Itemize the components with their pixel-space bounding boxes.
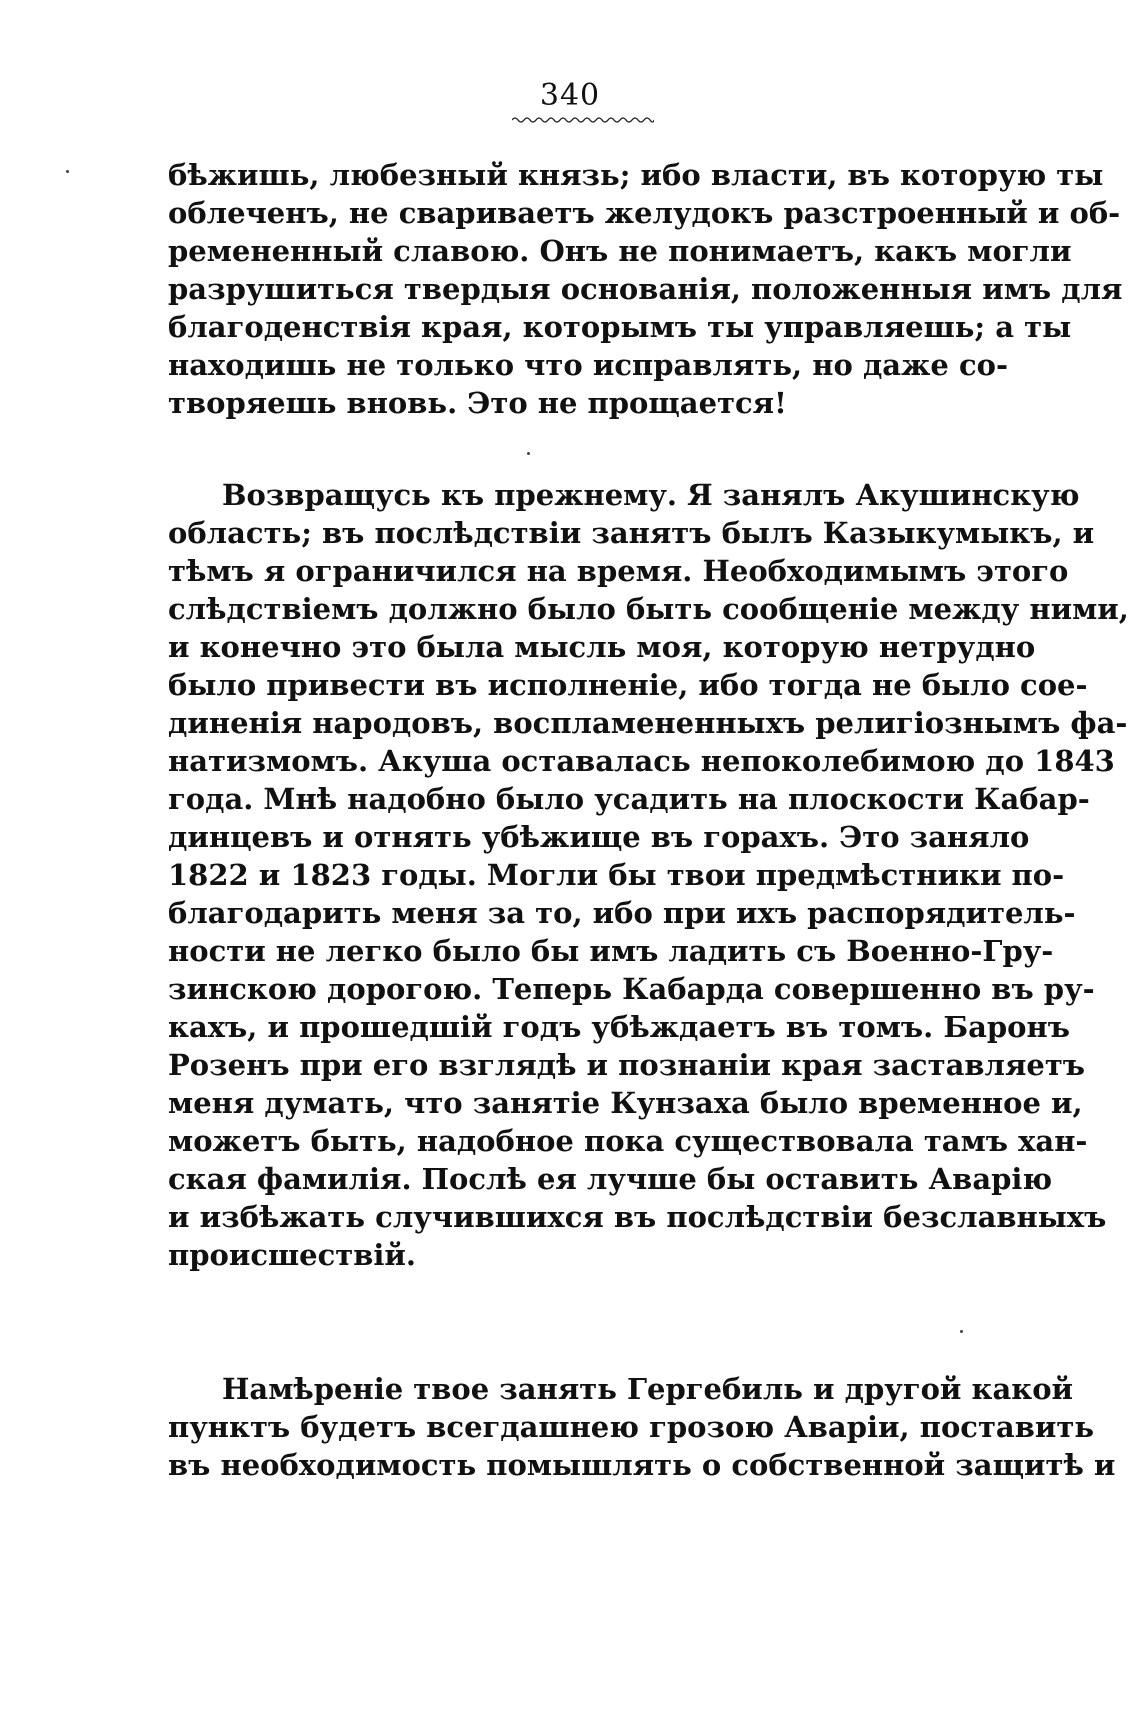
text-line: Намѣреніе твое занять Гергебиль и другой какой [222,1372,1074,1406]
text-line: и конечно это была мысль моя, которую нетрудно [168,630,1036,664]
text-line: Возвращусь къ прежнему. Я занялъ Акушинскую [222,478,1080,512]
text-line: благодарить меня за то, ибо при ихъ распорядитель- [168,896,1076,930]
text-line: динцевъ и отнять убѣжище въ горахъ. Это заняло [168,820,1030,854]
text-line: кахъ, и прошедшій годъ убѣждаетъ въ томъ. Баронъ [168,1010,1070,1044]
text-line: 1822 и 1823 годы. Могли бы твои предмѣстники по- [168,858,1065,892]
text-line: натизмомъ. Акуша оставалась непоколебимою до 1843 [168,744,1115,778]
text-line: благоденствія края, которымъ ты управляешь; а ты [168,310,1072,344]
text-line: и избѣжать случившихся въ послѣдствіи безславныхъ [168,1200,1107,1234]
text-line: творяешь вновь. Это не прощается! [168,386,787,420]
page-number: 340 [539,78,601,113]
text-line: года. Мнѣ надобно было усадить на плоскости Кабар- [168,782,1090,816]
text-line: ская фамилія. Послѣ ея лучше бы оставить Аварію [168,1162,1053,1196]
text-line: область; въ послѣдствіи занятъ былъ Казыкумыкъ, и [168,516,1095,550]
scan-speck [960,1330,963,1333]
paragraph-3 [168,1370,1116,1484]
text-line: облеченъ, не свариваетъ желудокъ разстроенный и об- [168,196,1121,230]
text-line: находишь не только что исправлять, но даже со- [168,348,1008,382]
scan-speck [527,452,530,455]
text-line: ности не легко было бы имъ ладить съ Военно-Гру- [168,934,1054,968]
paragraph-2 [168,476,1129,1274]
text-line: тѣмъ я ограничился на время. Необходимымъ этого [168,554,1069,588]
text-line: меня думать, что занятіе Кунзаха было временное и, [168,1086,1083,1120]
paragraph-1 [168,156,1123,422]
text-line: диненія народовъ, воспламененныхъ религіознымъ фа- [168,706,1128,740]
text-line: ремененный славою. Онъ не понимаетъ, какъ могли [168,234,1072,268]
text-line: пунктъ будетъ всегдашнею грозою Аваріи, поставить [168,1410,1095,1444]
text-line: Розенъ при его взглядѣ и познаніи края заставляетъ [168,1048,1086,1082]
text-line: бѣжишь, любезный князь; ибо власти, въ которую ты [168,158,1104,192]
text-line: можетъ быть, надобное пока существовала тамъ хан- [168,1124,1088,1158]
text-line: слѣдствіемъ должно было быть сообщеніе между ними, [168,592,1129,626]
scan-speck [66,170,69,173]
page-number-rule [512,116,654,124]
text-line: было привести въ исполненіе, ибо тогда не было сое- [168,668,1088,702]
text-line: зинскою дорогою. Теперь Кабарда совершенно въ ру- [168,972,1095,1006]
text-line: въ необходимость помышлять о собственной защитѣ и [168,1448,1116,1482]
text-line: происшествій. [168,1238,417,1272]
text-line: разрушиться твердыя основанія, положенныя имъ для [168,272,1123,306]
